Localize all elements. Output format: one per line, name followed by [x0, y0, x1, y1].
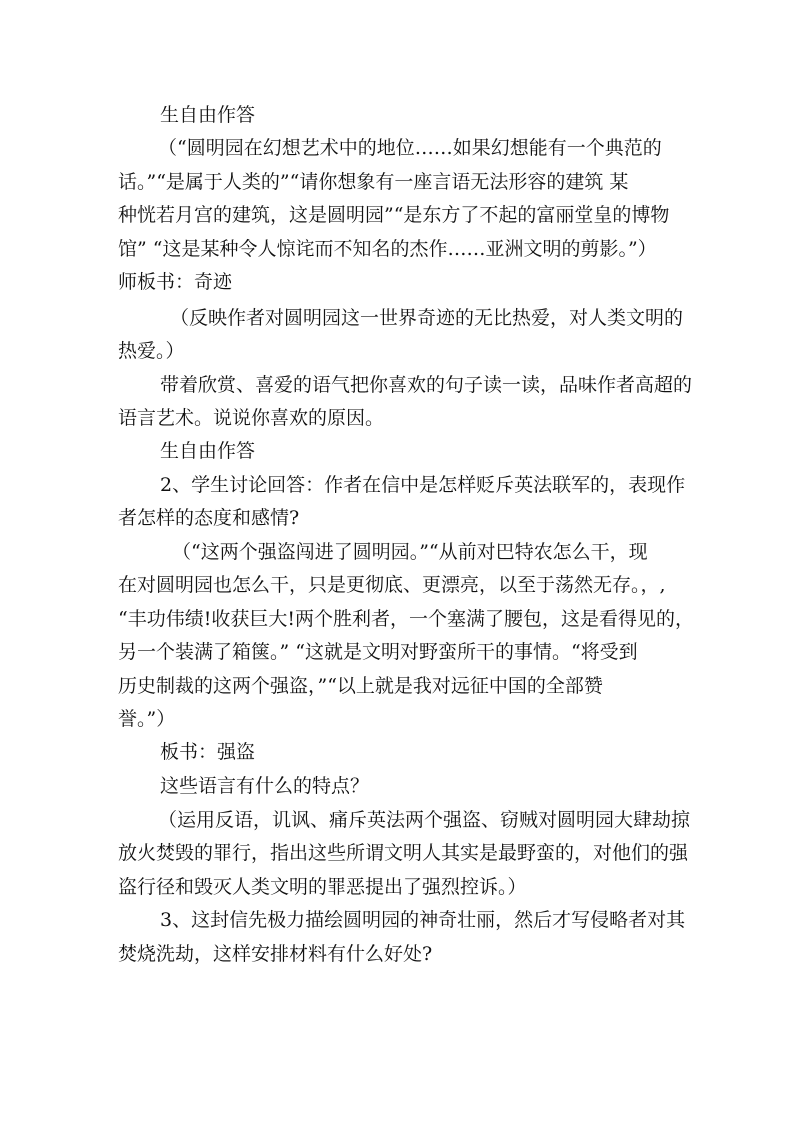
paragraph-line: 语言艺术。说说你喜欢的原因。 — [118, 407, 385, 429]
paragraph-line: 带着欣赏、喜爱的语气把你喜欢的句子读一读，品味作者高超的 — [160, 374, 693, 396]
paragraph-line: 种恍若月宫的建筑，这是圆明园”“是东方了不起的富丽堂皇的博物 — [118, 204, 670, 226]
paragraph-line: 这些语言有什么的特点？ — [160, 775, 370, 797]
paragraph-line: 师板书：奇迹 — [118, 271, 233, 293]
paragraph-line: 生自由作答 — [160, 104, 256, 126]
paragraph-line: 者怎样的态度和感情? — [118, 507, 300, 529]
paragraph-line: 焚烧洗劫，这样安排材料有什么好处? — [118, 943, 433, 965]
paragraph-line: 馆” “这是某种令人惊诧而不知名的杰作……亚洲文明的剪影。”） — [118, 238, 657, 260]
paragraph-line: 盗行径和毁灭人类文明的罪恶提出了强烈控诉。） — [118, 876, 527, 898]
paragraph-line: 生自由作答 — [160, 440, 256, 462]
paragraph-line: （运用反语，讥讽、痛斥英法两个强盗、窃贼对圆明园大肆劫掠 — [158, 809, 691, 831]
paragraph-line: “丰功伟绩!收获巨大!两个胜利者，一个塞满了腰包，这是看得见的， — [118, 608, 694, 630]
paragraph-line: 另一个装满了箱箧。” “这就是文明对野蛮所干的事情。“将受到 — [118, 641, 638, 663]
paragraph-line: 誉。”） — [118, 708, 176, 730]
paragraph-line: （“这两个强盗闯进了圆明园。”“从前对巴特农怎么干，现 — [172, 541, 648, 563]
paragraph-line: 2、学生讨论回答：作者在信中是怎样贬斥英法联军的，表现作 — [160, 474, 686, 496]
paragraph-line: 3、这封信先极力描绘圆明园的神奇壮丽，然后才写侵略者对其 — [160, 909, 686, 931]
paragraph-line: （反映作者对圆明园这一世界奇迹的无比热爱，对人类文明的 — [170, 307, 684, 329]
paragraph-line: 在对圆明园也怎么干，只是更彻底、更漂亮，以至于荡然无存。，, — [118, 574, 666, 596]
paragraph-line: 历史制裁的这两个强盗，”“以上就是我对远征中国的全部赞 — [118, 675, 603, 697]
paragraph-line: 热爱。） — [118, 340, 185, 362]
paragraph-line: （“圆明园在幻想艺术中的地位……如果幻想能有一个典范的 — [158, 137, 662, 159]
paragraph-line: 放火焚毁的罪行，指出这些所谓文明人其实是最野蛮的，对他们的强 — [118, 842, 689, 864]
paragraph-line: 话。”“是属于人类的”“请你想象有一座言语无法形容的建筑 某 — [118, 171, 629, 193]
paragraph-line: 板书：强盗 — [160, 741, 256, 763]
